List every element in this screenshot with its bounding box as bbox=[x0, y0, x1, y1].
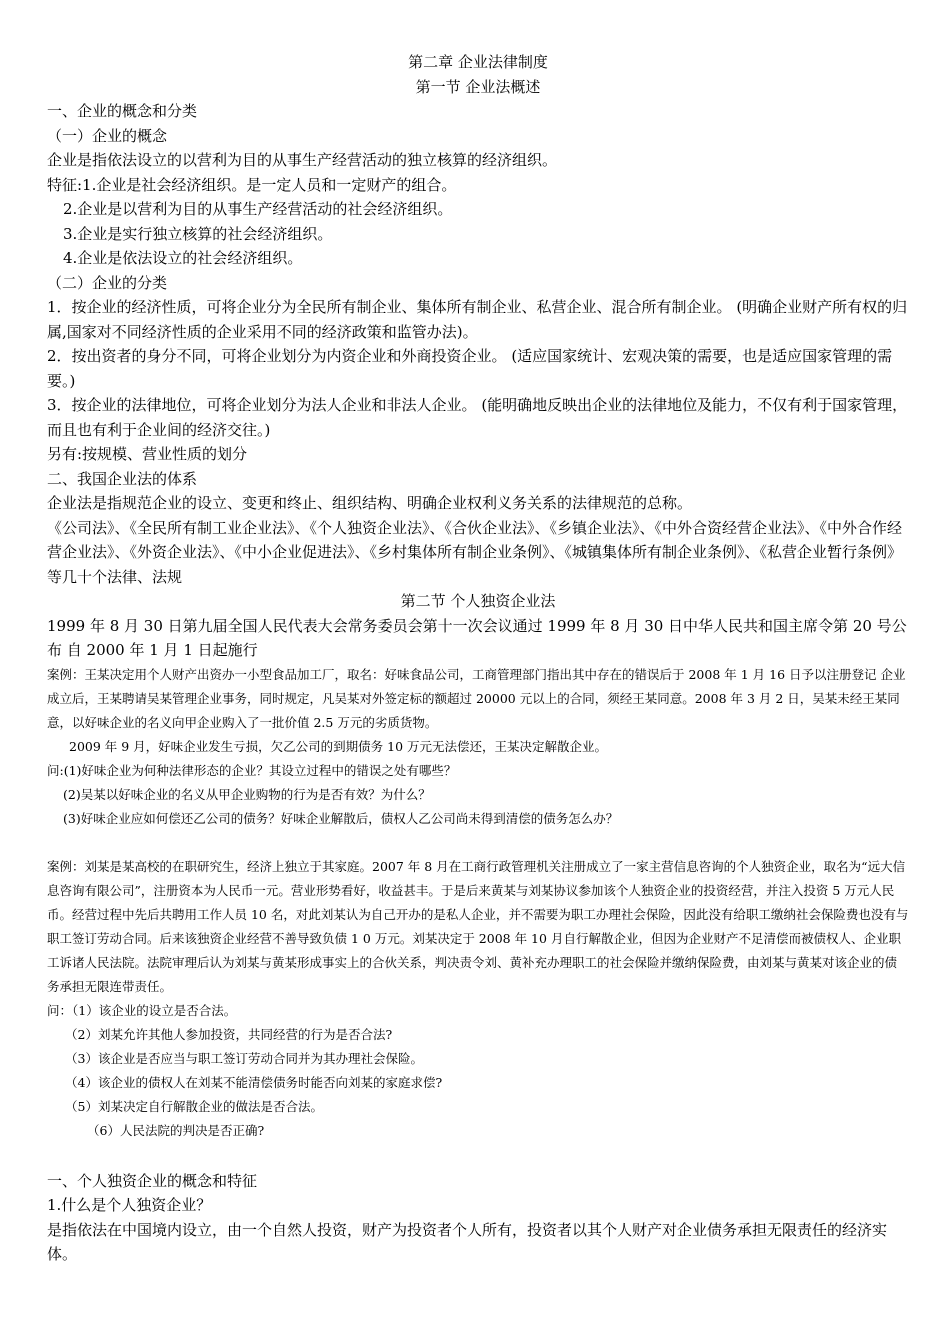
paragraph: 另有:按规模、营业性质的划分 bbox=[47, 445, 248, 463]
section-title: 第二节 个人独资企业法 bbox=[400, 592, 556, 610]
feature-item: 3.企业是实行独立核算的社会经济组织。 bbox=[63, 224, 333, 243]
section-title: 第一节 企业法概述 bbox=[415, 77, 541, 96]
case-text: 案例：刘某是某高校的在职研究生，经济上独立于其家庭。2007 年 8 月在工商行政管理机关注册成立了一家主营信息咨询的个人独资企业，取名为“远大信息咨询有限公司”，注册资本为人民币一元。营业形势看好，收益甚丰。于是后来黄某与刘某协议参加该个人独资企业的投资经营，并注入投资 5 万元人民币。经营过程中先后共聘用工作人员 10 名，对此刘某认为自己开办的是私人企业，并不需要为职工办理社会保险，因此没有给职工缴纳社会保险费也没有与职工签订劳动合同。后来该独资企业经营不善导致负债 1 0 万元。刘某决定于 2008 年 10 月自行解散企业，但因为企业财产不足清偿而被债权人、企业职工诉诸人民法院。法院审理后认为刘某与黄某形成事实上的合伙关系，判决责令刘、黄补充办理职工的社会保险并缴纳保险费，由刘某与黄某对该企业的债务承担无限连带责任。 bbox=[47, 858, 909, 994]
document-page bbox=[47, 50, 909, 1267]
feature-item: 特征:1.企业是社会经济组织。是一定人员和一定财产的组合。 bbox=[47, 175, 457, 194]
case-question: （6）人民法院的判决是否正确? bbox=[87, 1122, 265, 1138]
classification-item: 3．按企业的法律地位，可将企业划分为法人企业和非法人企业。 (能明确地反映出企业的法律地位及能力，不仅有利于国家管理，而且也有利于企业间的经济交往。) bbox=[47, 396, 908, 439]
classification-item: 2．按出资者的身分不同，可将企业划分为内资企业和外商投资企业。 (适应国家统计、宏观决策的需要，也是适应国家管理的需要。) bbox=[47, 347, 893, 390]
case-text: 2009 年 9 月，好味企业发生亏损，欠乙公司的到期债务 10 万元无法偿还，王某决定解散企业。 bbox=[69, 738, 608, 754]
case-question: （3）该企业是否应当与职工签订劳动合同并为其办理社会保险。 bbox=[65, 1050, 423, 1066]
subheading: 1.什么是个人独资企业？ bbox=[47, 1196, 212, 1214]
feature-item: 4.企业是依法设立的社会经济组织。 bbox=[63, 249, 303, 267]
case-question: (3)好味企业应如何偿还乙公司的债务？好味企业解散后，债权人乙公司尚未得到清偿的债务怎么办？ bbox=[63, 810, 619, 826]
heading: 二、我国企业法的体系 bbox=[47, 469, 198, 488]
subheading: （二）企业的分类 bbox=[47, 273, 168, 292]
paragraph: 是指依法在中国境内设立，由一个自然人投资，财产为投资者个人所有，投资者以其个人财产对企业债务承担无限责任的经济实体。 bbox=[47, 1220, 888, 1263]
chapter-title: 第二章 企业法律制度 bbox=[408, 53, 548, 71]
heading: 一、企业的概念和分类 bbox=[47, 102, 198, 120]
heading: 一、个人独资企业的概念和特征 bbox=[47, 1171, 258, 1190]
case-question: 问:(1)好味企业为何种法律形态的企业？其设立过程中的错误之处有哪些？ bbox=[47, 762, 457, 778]
case-question: （5）刘某决定自行解散企业的做法是否合法。 bbox=[65, 1098, 323, 1114]
case-question: 问：（1）该企业的设立是否合法。 bbox=[47, 1002, 237, 1018]
subheading: （一）企业的概念 bbox=[47, 126, 168, 145]
spacer bbox=[47, 1143, 909, 1169]
case-question: （2）刘某允许其他人参加投资，共同经营的行为是否合法? bbox=[65, 1026, 393, 1042]
feature-item: 2.企业是以营利为目的从事生产经营活动的社会经济组织。 bbox=[63, 200, 453, 218]
spacer bbox=[47, 831, 909, 855]
paragraph: 企业法是指规范企业的设立、变更和终止、组织结构、明确企业权利义务关系的法律规范的总称。 bbox=[47, 494, 693, 512]
case-question: (2)吴某以好味企业的名义从甲企业购物的行为是否有效？为什么？ bbox=[63, 786, 431, 802]
paragraph: 企业是指依法设立的以营利为目的从事生产经营活动的独立核算的经济组织。 bbox=[47, 151, 558, 169]
case-question: （4）该企业的债权人在刘某不能清偿债务时能否向刘某的家庭求偿? bbox=[65, 1074, 443, 1090]
law-list: 《公司法》、《全民所有制工业企业法》、《个人独资企业法》、《合伙企业法》、《乡镇企业法》、《中外合资经营企业法》、《中外合作经营企业法》、《外资企业法》、《中小企业促进法》、《乡村集体所有制企业条例》、《城镇集体所有制企业条例》、《私营企业暂行条例》等几十个法律、法规 bbox=[47, 518, 903, 586]
enactment-note: 1999 年 8 月 30 日第九届全国人民代表大会常务委员会第十一次会议通过 1999 年 8 月 30 日中华人民共和国主席令第 20 号公布 自 2000 年 1 月 1 日起施行 bbox=[47, 616, 907, 659]
case-text: 案例：王某决定用个人财产出资办一小型食品加工厂，取名：好味食品公司，工商管理部门指出其中存在的错误后于 2008 年 1 月 16 日予以注册登记 企业成立后，王某聘请吴某管理企业事务，同时规定，凡吴某对外签定标的额超过 20000 元以上的合同，须经王某同意。2008 年 3 月 2 日，吴某未经王某同意，以好味企业的名义向甲企业购入了一批价值 2.5 万元的劣质货物。 bbox=[47, 666, 906, 730]
classification-item: 1．按企业的经济性质，可将企业分为全民所有制企业、集体所有制企业、私营企业、混合所有制企业。 (明确企业财产所有权的归属,国家对不同经济性质的企业采用不同的经济政策和监管办法)。 bbox=[47, 298, 908, 341]
